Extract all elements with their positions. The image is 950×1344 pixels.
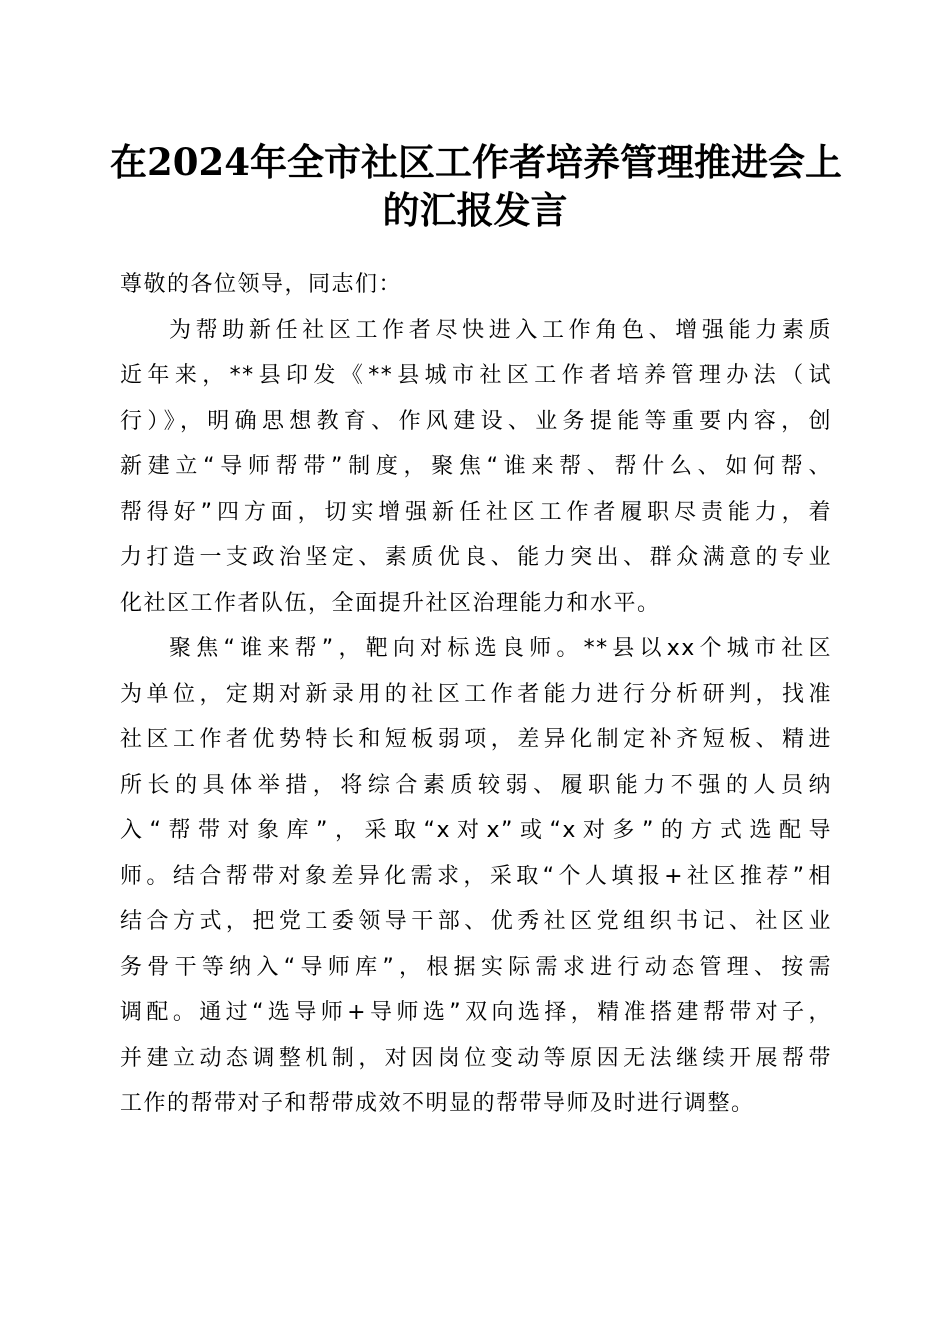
paragraph-line: 化社区工作者队伍，全面提升社区治理能力和水平。 (120, 590, 661, 616)
paragraph-line: 入“帮带对象库”，采取“x对x”或“x对多”的方式选配导 (120, 818, 832, 843)
title-line-2: 的汇报发言 (382, 188, 568, 232)
paragraph-line: 行）》，明确思想教育、作风建设、业务提能等重要内容，创 (120, 408, 832, 434)
paragraph-line: 为单位，定期对新录用的社区工作者能力进行分析研判，找准 (120, 681, 832, 707)
paragraph-line: 务骨干等纳入“导师库”，根据实际需求进行动态管理、按需 (120, 954, 832, 980)
paragraph-line: 工作的帮带对子和帮带成效不明显的帮带导师及时进行调整。 (120, 1091, 755, 1116)
paragraph-line: 为帮助新任社区工作者尽快进入工作角色、增强能力素质 (169, 317, 832, 343)
paragraph-line: 调配。通过“选导师+导师选”双向选择，精准搭建帮带对子， (120, 1000, 832, 1025)
document-title (110, 138, 840, 234)
salutation: 尊敬的各位领导，同志们： (120, 272, 403, 297)
paragraph-line: 近年来，**县印发《**县城市社区工作者培养管理办法（试 (120, 363, 832, 388)
paragraph-line: 所长的具体举措，将综合素质较弱、履职能力不强的人员纳 (120, 772, 832, 798)
document-body (120, 262, 832, 1127)
paragraph-line: 师。结合帮带对象差异化需求，采取“个人填报+社区推荐”相 (120, 863, 832, 889)
paragraph-line: 结合方式，把党工委领导干部、优秀社区党组织书记、社区业 (120, 909, 832, 934)
paragraph-line: 社区工作者优势特长和短板弱项，差异化制定补齐短板、精进 (120, 727, 832, 752)
paragraph-line: 聚焦“谁来帮”，靶向对标选良师。**县以xx个城市社区 (169, 636, 832, 661)
paragraph-line: 力打造一支政治坚定、素质优良、能力突出、群众满意的专业 (120, 545, 832, 570)
paragraph-line: 帮得好”四方面，切实增强新任社区工作者履职尽责能力，着 (120, 499, 832, 525)
paragraph-1 (120, 308, 832, 627)
paragraph-line: 并建立动态调整机制，对因岗位变动等原因无法继续开展帮带 (120, 1045, 832, 1071)
paragraph-2 (120, 626, 832, 1127)
paragraph-line: 新建立“导师帮带”制度，聚焦“谁来帮、帮什么、如何帮、 (120, 454, 832, 479)
title-line-1: 在2024年全市社区工作者培养管理推进会上 (110, 140, 842, 184)
